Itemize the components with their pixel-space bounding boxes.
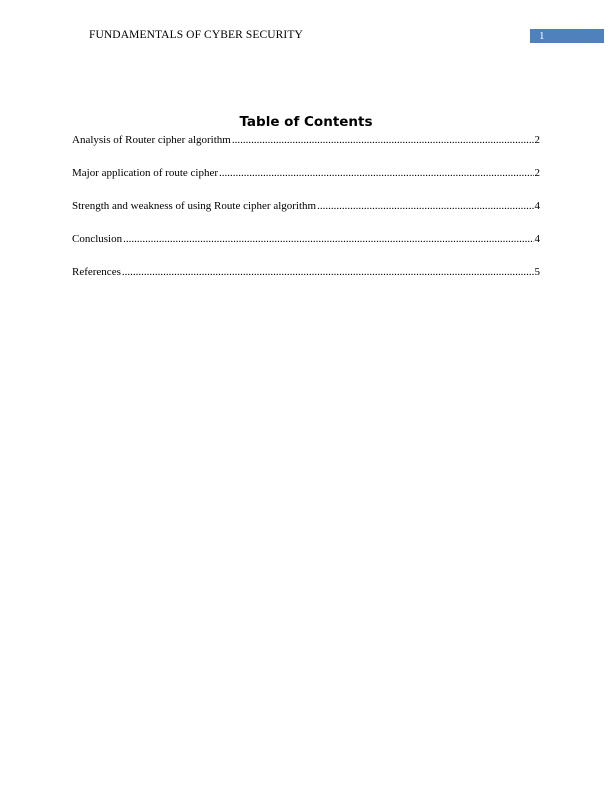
- toc-entry-conclusion[interactable]: [72, 233, 540, 266]
- toc-entry-text: Major application of route cipher: [72, 167, 219, 179]
- toc-entry-page: 4: [534, 233, 540, 245]
- toc-entry-major-application[interactable]: [72, 167, 540, 200]
- toc-entry-text: References: [72, 266, 121, 278]
- toc-entry-references[interactable]: [72, 266, 540, 299]
- toc-dot-leader: [232, 134, 534, 147]
- toc-entry-page: 2: [534, 134, 540, 146]
- toc-entry-analysis[interactable]: [72, 134, 540, 167]
- toc-entry-page: 4: [534, 200, 540, 212]
- page-number-badge: 1: [530, 29, 604, 43]
- table-of-contents: [72, 134, 540, 299]
- toc-entry-page: 2: [534, 167, 540, 179]
- toc-dot-leader: [123, 233, 533, 246]
- toc-entry-strength-weakness[interactable]: [72, 200, 540, 233]
- toc-entry-text: Analysis of Router cipher algorithm: [72, 134, 231, 146]
- toc-entry-text: Strength and weakness of using Route cipher algorithm: [72, 200, 317, 212]
- toc-entry-page: 5: [534, 266, 540, 278]
- toc-heading: Table of Contents: [239, 114, 373, 130]
- toc-dot-leader: [317, 200, 533, 213]
- toc-dot-leader: [219, 167, 533, 180]
- running-header-title: FUNDAMENTALS OF CYBER SECURITY: [89, 29, 303, 41]
- toc-dot-leader: [122, 266, 534, 279]
- toc-entry-text: Conclusion: [72, 233, 123, 245]
